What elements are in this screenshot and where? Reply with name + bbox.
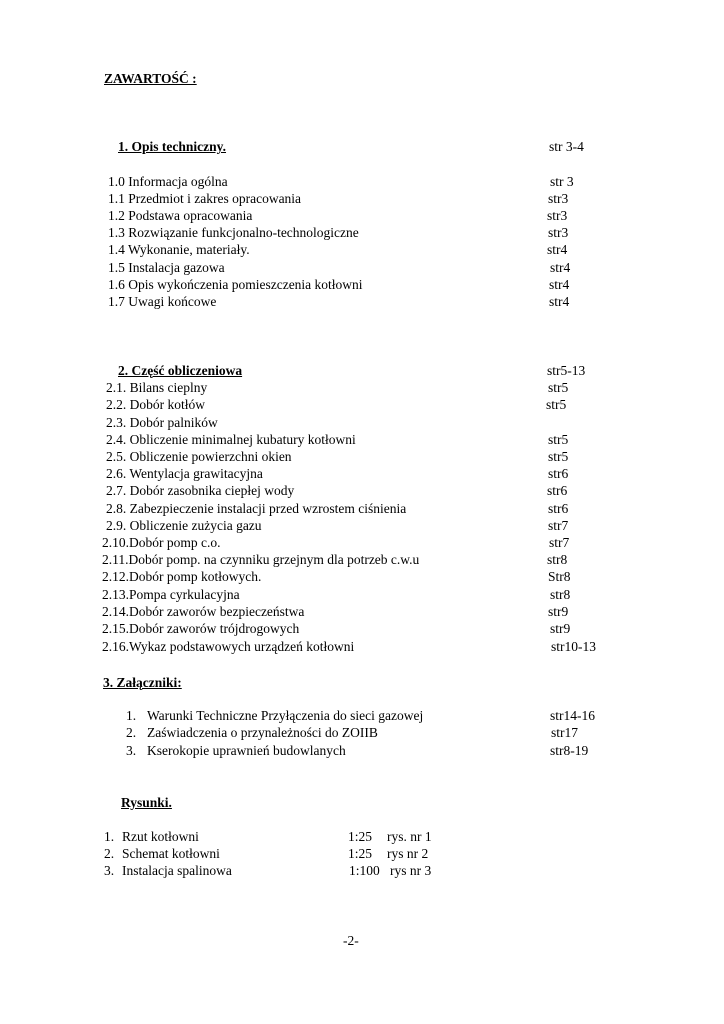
toc-item-label: 2.4. Obliczenie minimalnej kubatury kotłowni <box>106 432 356 447</box>
toc-item-label: 1.3 Rozwiązanie funkcjonalno-technologiczne <box>108 225 359 240</box>
toc-item-label: 2.2. Dobór kotłów <box>106 397 205 412</box>
toc-item-label: 2.13.Pompa cyrkulacyjna <box>102 587 240 602</box>
drawing-scale: 1:100 <box>349 863 380 878</box>
attachment-page: str14-16 <box>550 708 595 723</box>
drawings-title: Rysunki. <box>121 795 172 810</box>
toc-item-label: 2.16.Wykaz podstawowych urządzeń kotłowni <box>102 639 355 654</box>
toc-item-page: str6 <box>548 466 569 481</box>
toc-item-page: str4 <box>549 277 570 292</box>
drawing-ref: rys. nr 1 <box>387 829 432 844</box>
toc-item-label: 2.14.Dobór zaworów bezpieczeństwa <box>102 604 305 619</box>
section-2-pages: str5-13 <box>547 363 586 378</box>
page-number: -2- <box>343 933 359 948</box>
drawing-ref: rys nr 2 <box>387 846 429 861</box>
attachment-label: Zaświadczenia o przynależności do ZOIIB <box>147 725 378 740</box>
toc-item-page: str4 <box>549 294 570 309</box>
toc-item-page: str3 <box>547 208 568 223</box>
drawing-scale: 1:25 <box>348 846 373 861</box>
toc-item-page: Str8 <box>548 569 571 584</box>
toc-item-page: str5 <box>548 449 569 464</box>
drawing-label: Instalacja spalinowa <box>122 863 232 878</box>
toc-item-label: 2.11.Dobór pomp. na czynniku grzejnym dla potrzeb c.w.u <box>102 552 420 567</box>
toc-item-page: str10-13 <box>551 639 596 654</box>
drawing-scale: 1:25 <box>348 829 373 844</box>
toc-item-page: str8 <box>547 552 568 567</box>
section-2-title: 2. Część obliczeniowa <box>118 363 243 378</box>
toc-item-label: 1.4 Wykonanie, materiały. <box>108 242 250 257</box>
attachment-number: 1. <box>126 708 137 723</box>
toc-item-label: 2.8. Zabezpieczenie instalacji przed wzrostem ciśnienia <box>106 501 407 516</box>
toc-item-page: str6 <box>548 501 569 516</box>
toc-item-page: str5 <box>548 432 569 447</box>
toc-item-label: 2.3. Dobór palników <box>106 415 218 430</box>
drawing-number: 3. <box>104 863 115 878</box>
toc-item-page: str3 <box>548 191 569 206</box>
toc-item-label: 1.5 Instalacja gazowa <box>108 260 225 275</box>
toc-item-label: 1.6 Opis wykończenia pomieszczenia kotłowni <box>108 277 363 292</box>
toc-item-label: 2.15.Dobór zaworów trójdrogowych <box>102 621 300 636</box>
toc-item-label: 1.2 Podstawa opracowania <box>108 208 253 223</box>
drawing-label: Rzut kotłowni <box>122 829 199 844</box>
drawing-number: 1. <box>104 829 115 844</box>
drawing-ref: rys nr 3 <box>390 863 432 878</box>
toc-item-label: 2.12.Dobór pomp kotłowych. <box>102 569 262 584</box>
toc-item-label: 2.10.Dobór pomp c.o. <box>102 535 221 550</box>
attachment-label: Warunki Techniczne Przyłączenia do sieci gazowej <box>147 708 424 723</box>
attachment-number: 3. <box>126 743 137 758</box>
toc-item-page: str6 <box>547 483 568 498</box>
toc-item-label: 2.5. Obliczenie powierzchni okien <box>106 449 292 464</box>
drawing-label: Schemat kotłowni <box>122 846 220 861</box>
toc-item-label: 2.9. Obliczenie zużycia gazu <box>106 518 262 533</box>
section-3-title: 3. Załączniki: <box>103 675 182 690</box>
toc-item-label: 1.1 Przedmiot i zakres opracowania <box>108 191 302 206</box>
toc-item-page: str9 <box>548 604 569 619</box>
toc-item-page: str9 <box>550 621 571 636</box>
toc-item-page: str 3 <box>550 174 574 189</box>
toc-item-page: str8 <box>550 587 571 602</box>
toc-item-page: str5 <box>546 397 567 412</box>
section-1-pages: str 3-4 <box>549 139 584 154</box>
attachment-number: 2. <box>126 725 137 740</box>
toc-item-label: 1.7 Uwagi końcowe <box>108 294 217 309</box>
toc-item-page: str3 <box>548 225 569 240</box>
toc-item-page: str4 <box>550 260 571 275</box>
page-heading: ZAWARTOŚĆ : <box>104 71 197 86</box>
toc-item-label: 2.7. Dobór zasobnika ciepłej wody <box>106 483 295 498</box>
attachment-label: Kserokopie uprawnień budowlanych <box>147 743 346 758</box>
toc-item-page: str7 <box>548 518 569 533</box>
attachment-page: str17 <box>551 725 578 740</box>
toc-item-label: 2.6. Wentylacja grawitacyjna <box>106 466 263 481</box>
section-1-title: 1. Opis techniczny. <box>118 139 227 154</box>
toc-item-label: 2.1. Bilans cieplny <box>106 380 208 395</box>
toc-item-page: str4 <box>547 242 568 257</box>
toc-item-page: str5 <box>548 380 569 395</box>
toc-item-page: str7 <box>549 535 570 550</box>
toc-item-label: 1.0 Informacja ogólna <box>108 174 228 189</box>
attachment-page: str8-19 <box>550 743 589 758</box>
drawing-number: 2. <box>104 846 115 861</box>
